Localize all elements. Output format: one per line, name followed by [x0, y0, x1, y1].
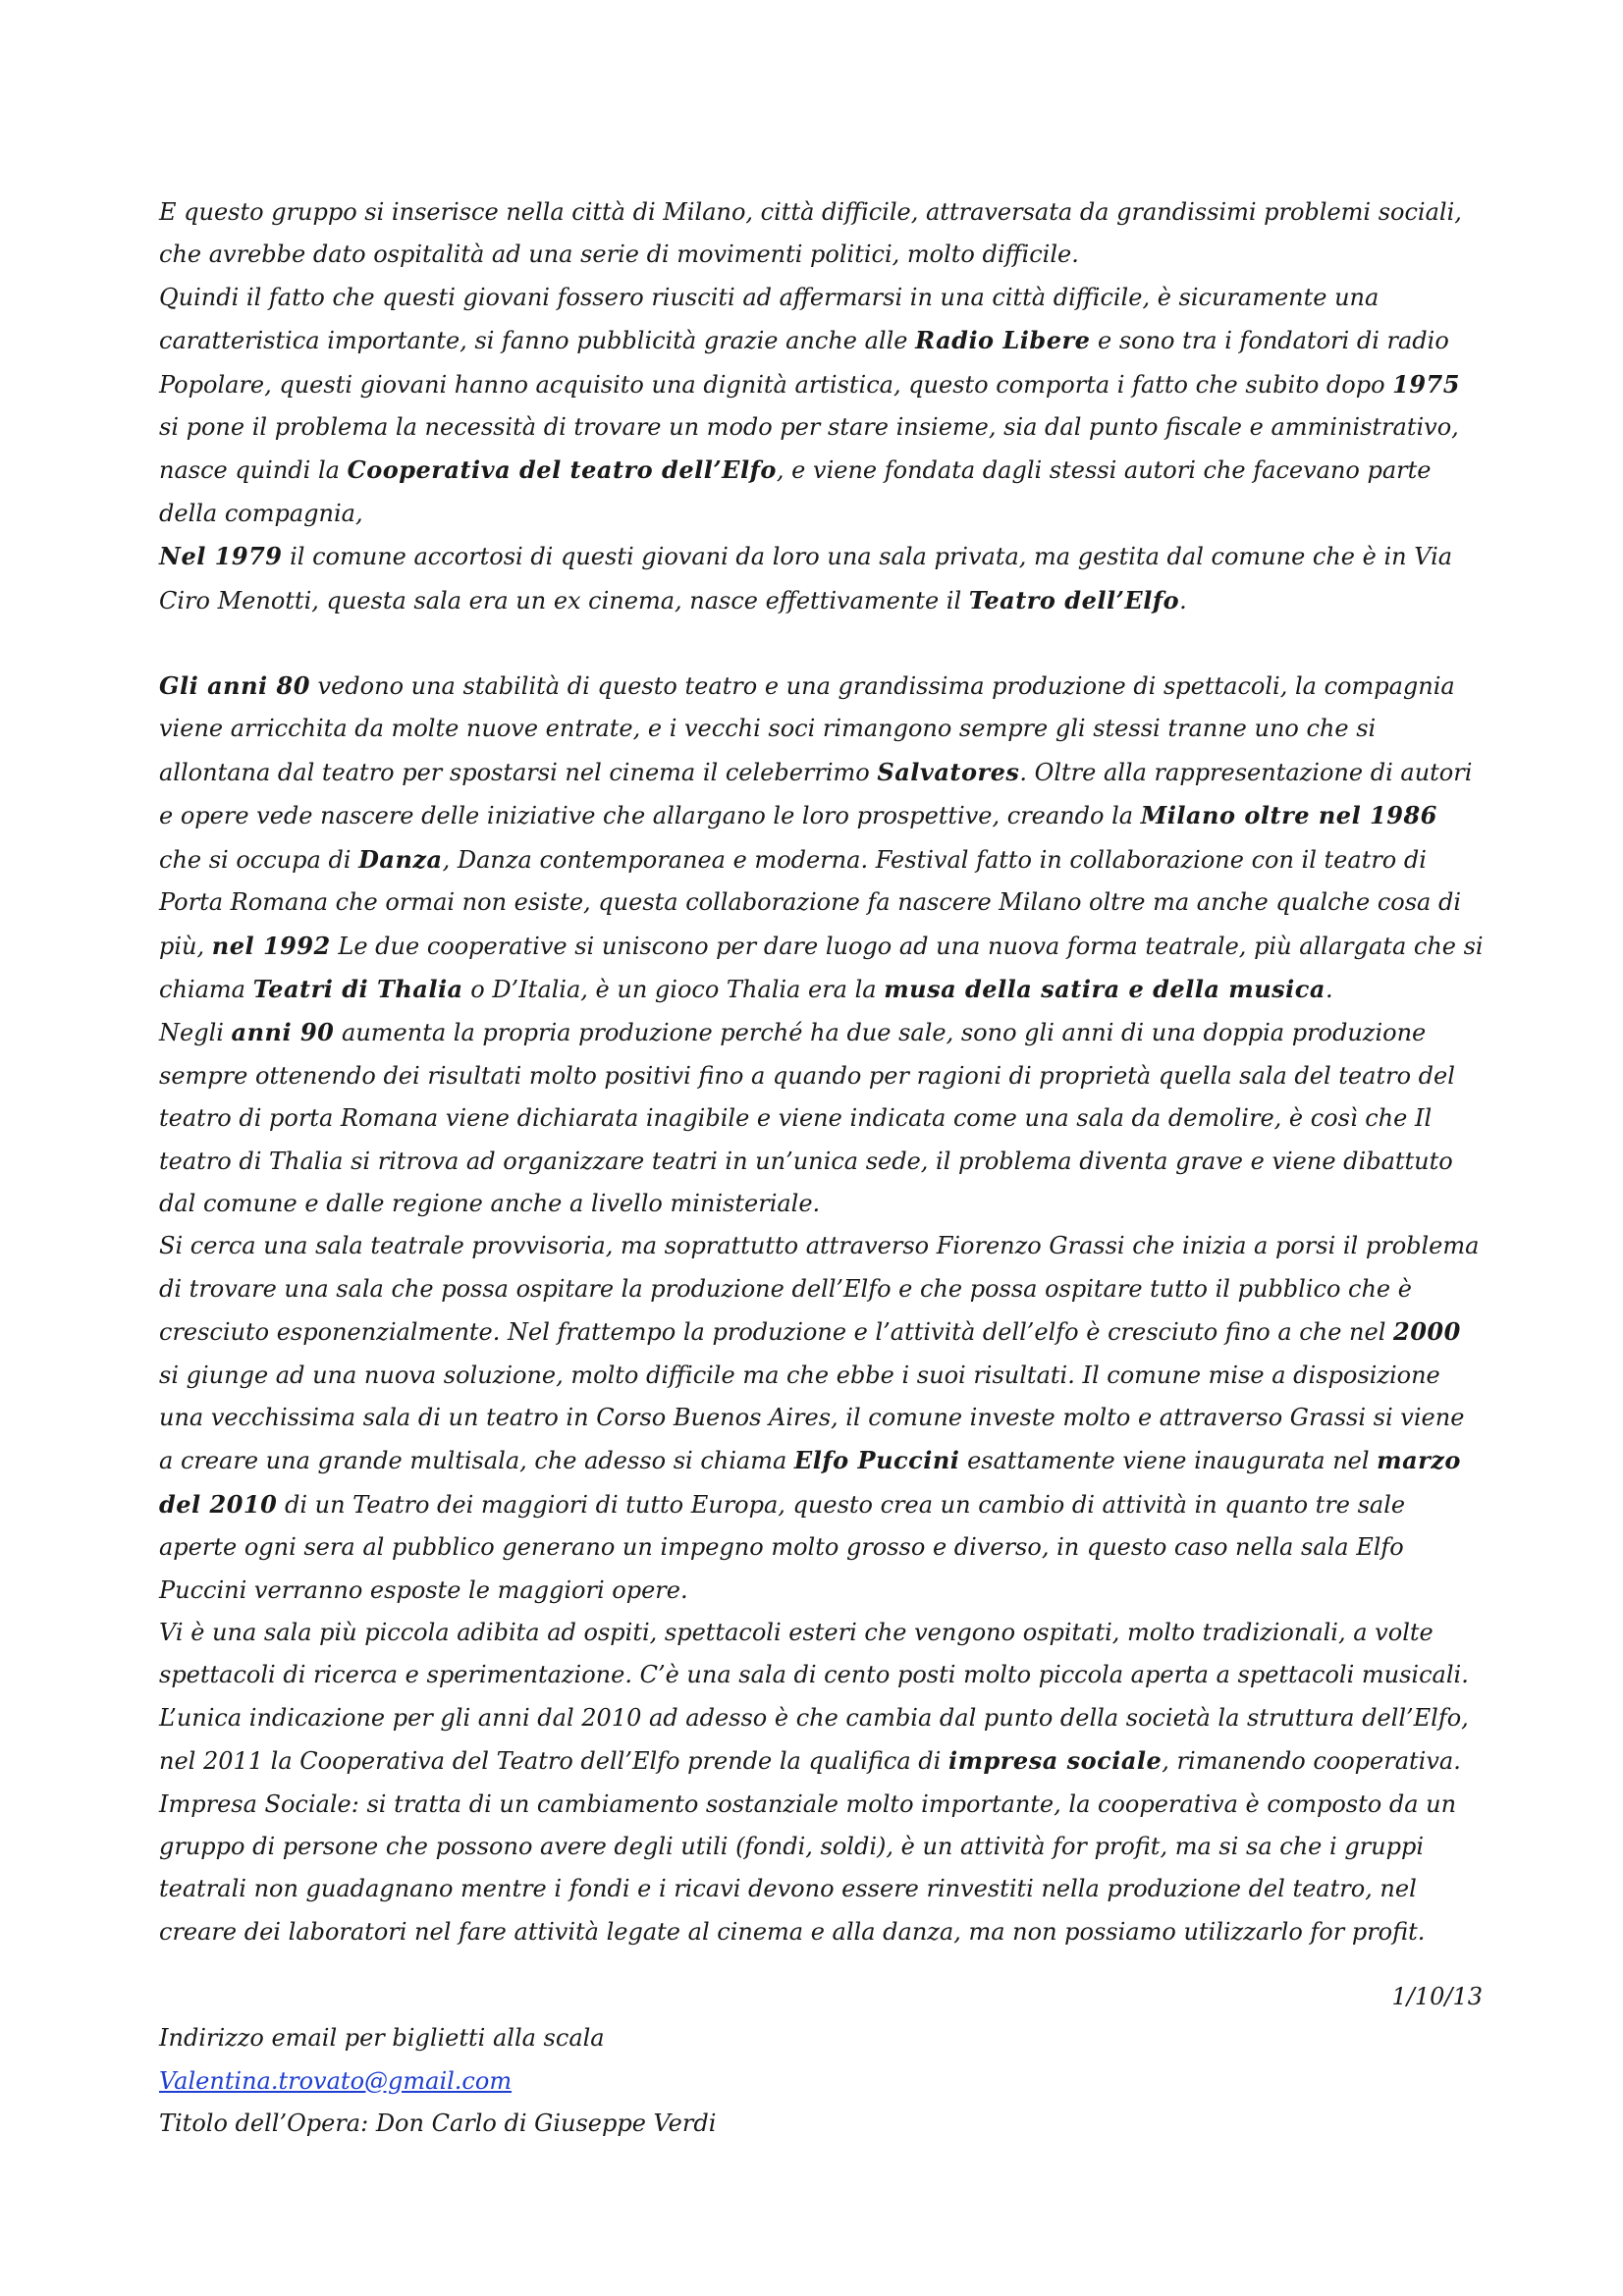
highlight-text: impresa sociale — [947, 1746, 1163, 1776]
highlight-text: Salvatores — [877, 757, 1020, 786]
paragraph-radio-libere — [159, 277, 1485, 535]
body-text: Impresa Sociale: si tratta di un cambiamento sostanziale molto importante, la cooperativa è composto da un gruppo di persone che possono avere degli utili (fondi, soldi), è un attività for profit, ma si sa che i gruppi teatrali non guadagnano mentre i fondi e i ricavi devono essere rinvestiti nella produzione del teatro, nel creare dei laboratori nel fare attività legate al cinema e alla danza, ma non possiamo utilizzarlo for profit. — [159, 1789, 1457, 1946]
body-text: Quindi il fatto che questi giovani fossero riusciti ad affermarsi in una città difficile, è sicuramente una caratteristica importante, si fanno pubblicità grazie anche alle — [159, 283, 1380, 355]
highlight-text: Milano oltre nel 1986 — [1140, 801, 1437, 830]
highlight-text: Teatro dell’Elfo — [968, 585, 1180, 614]
paragraph-sala-provvisoria — [159, 1225, 1485, 1612]
email-caption: Indirizzo email per biglietti alla scala — [159, 2024, 605, 2052]
body-text: Vi è una sala più piccola adibita ad ospiti, spettacoli esteri che vengono ospitati, molto tradizionali, a volte spettacoli di ricerca e sperimentazione. C’è una sala di cento posti molto piccola aperta a spettacoli musicali. — [159, 1619, 1469, 1689]
highlight-text: Radio Libere — [915, 326, 1091, 355]
paragraph-anni-90 — [159, 1011, 1485, 1225]
body-text: , e viene fondata dagli stessi autori che facevano parte della compagnia, — [159, 456, 1432, 527]
body-text: vedono una stabilità di questo teatro e una grandissima produzione di spettacoli, la compagnia viene arricchita da molte nuove entrate, e i vecchi soci rimangono sempre gli stessi tranne uno che si allontana dal teatro per spostarsi nel cinema il celeberrimo — [159, 672, 1455, 786]
highlight-text: nel 1992 — [211, 931, 331, 960]
body-text: , rimanendo cooperativa. — [1162, 1747, 1461, 1776]
body-text: , Danza contemporanea e moderna. Festival fatto in collaborazione con il teatro di Porta Romana che ormai non esiste, questa collaborazione fa nascere Milano oltre ma anche qualche cosa di più, — [159, 845, 1462, 960]
body-text: . — [1325, 975, 1333, 1003]
document-date: 1/10/13 — [1391, 1983, 1483, 2010]
body-text: . Oltre alla rappresentazione di autori e opere vede nascere delle iniziative che allargano le loro prospettive, creando la — [159, 758, 1473, 830]
body-text: esattamente viene inaugurata nel — [959, 1447, 1378, 1475]
highlight-text: musa della satira e della musica — [884, 974, 1325, 1003]
body-text: Le due cooperative si uniscono per dare luogo ad una nuova forma teatrale, più allargata che si chiama — [159, 932, 1484, 1003]
body-text: si giunge ad una nuova soluzione, molto difficile ma che ebbe i suoi risultati. Il comune mise a disposizione una vecchissima sala di un teatro in Corso Buenos Aires, il comune investe molto e attraverso Grassi si viene a creare una grande multisala, che adesso si chiama — [159, 1361, 1465, 1475]
paragraph-nel-1979 — [159, 535, 1485, 622]
highlight-text: Gli anni 80 — [159, 671, 310, 701]
paragraph-impresa-sociale — [159, 1784, 1485, 1954]
body-text: Negli — [159, 1019, 232, 1047]
highlight-text: 1975 — [1392, 369, 1460, 399]
paragraph-anni-80 — [159, 665, 1485, 1011]
body-text: o D’Italia, è un gioco Thalia era la — [462, 975, 885, 1003]
highlight-text: marzo del 2010 — [159, 1446, 1461, 1519]
document-body — [159, 191, 1485, 1953]
paragraph-sala-piccola — [159, 1612, 1485, 1697]
body-text: che si occupa di — [159, 845, 359, 874]
body-text: L’unica indicazione per gli anni dal 2010 ad adesso è che cambia dal punto della società la struttura dell’Elfo, nel 2011 la Cooperativa del Teatro dell’Elfo prende la qualifica di — [159, 1703, 1469, 1776]
highlight-text: Danza — [358, 844, 443, 874]
body-text: aumenta la propria produzione perché ha due sale, sono gli anni di una doppia produzione sempre ottenendo dei risultati molto positivi fino a quando per ragioni di proprietà quella sala del teatro del teatro di porta Romana viene dichiarata inagibile e viene indicata come una sala da demolire, è così che Il teatro di Thalia si ritrova ad organizzare teatri in un’unica sede, il problema diventa grave e viene dibattuto dal comune e dalle regione anche a livello ministeriale. — [159, 1019, 1455, 1217]
body-text: e sono tra i fondatori di radio Popolare, questi giovani hanno acquisito una dignità artistica, questo comporta i fatto che subito dopo — [159, 327, 1449, 399]
body-text: di un Teatro dei maggiori di tutto Europa, questo crea un cambio di attività in quanto tre sale aperte ogni sera al pubblico generano un impegno molto grosso e diverso, in questo caso nella sala Elfo Puccini verranno esposte le maggiori opere. — [159, 1490, 1406, 1604]
body-text: . — [1179, 586, 1187, 614]
email-link[interactable]: Valentina.trovato@gmail.com — [159, 2066, 513, 2095]
footer-notes — [159, 2017, 1043, 2146]
highlight-text: Nel 1979 — [159, 542, 283, 571]
paragraph-milano — [159, 191, 1485, 277]
body-text: E questo gruppo si inserisce nella città di Milano, città difficile, attraversata da grandissimi problemi sociali, che avrebbe dato ospitalità ad una serie di movimenti politici, molto difficile. — [159, 198, 1462, 269]
highlight-text: 2000 — [1393, 1317, 1461, 1347]
body-text: il comune accortosi di questi giovani da loro una sala privata, ma gestita dal comune che è in Via Ciro Menotti, questa sala era un ex cinema, nasce effettivamente il — [159, 543, 1453, 614]
body-text: si pone il problema la necessità di trovare un modo per stare insieme, sia dal punto fiscale e amministrativo, nasce quindi la — [159, 413, 1459, 485]
highlight-text: Elfo Puccini — [793, 1446, 960, 1475]
highlight-text: Teatri di Thalia — [252, 974, 463, 1003]
highlight-text: Cooperativa del teatro dell’Elfo — [347, 455, 777, 485]
opera-title: Titolo dell’Opera: Don Carlo di Giuseppe Verdi — [159, 2109, 717, 2137]
body-text: Si cerca una sala teatrale provvisoria, ma soprattutto attraverso Fiorenzo Grassi che inizia a porsi il problema di trovare una sala che possa ospitare la produzione dell’Elfo e che possa ospitare tutto il pubblico che è cresciuto esponenzialmente. Nel frattempo la produzione e l’attività dell’elfo è cresciuto fino a che nel — [159, 1232, 1480, 1347]
email-line — [159, 2060, 1043, 2104]
paragraph-impresa-sociale-intro — [159, 1697, 1485, 1784]
highlight-text: anni 90 — [231, 1018, 335, 1047]
